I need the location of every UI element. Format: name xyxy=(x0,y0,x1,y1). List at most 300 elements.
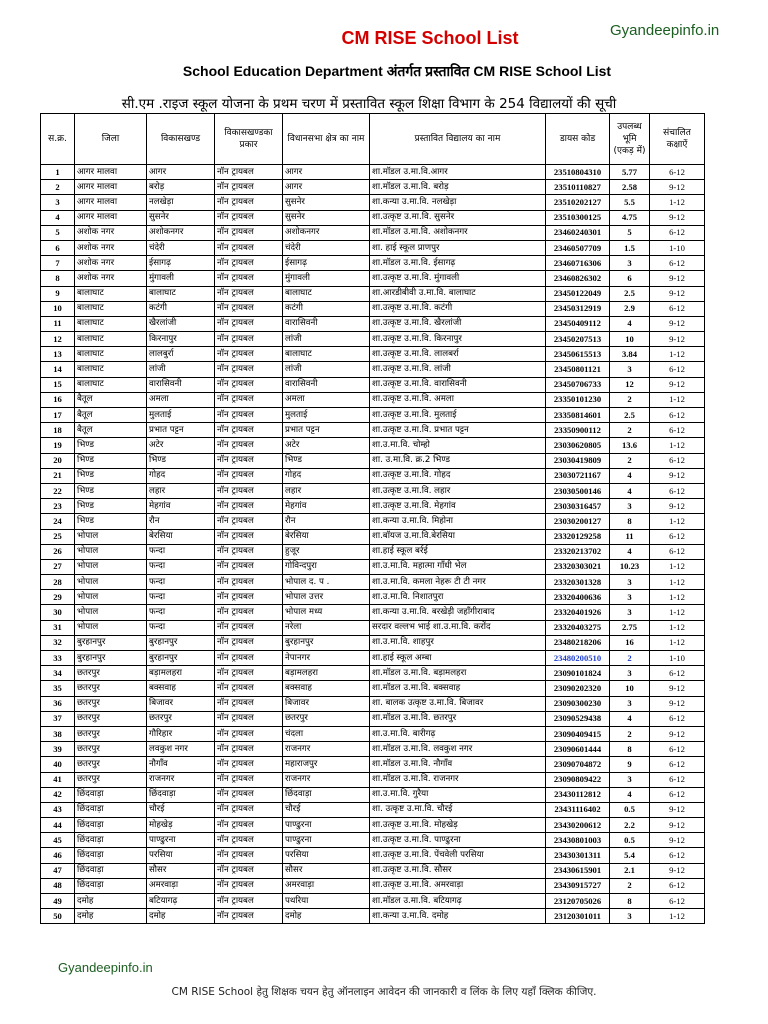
land-area-cell: 2.5 xyxy=(610,408,650,423)
block-type-cell: नॉन ट्रायबल xyxy=(215,818,283,833)
block-type-cell: नॉन ट्रायबल xyxy=(215,316,283,331)
serial-cell: 18 xyxy=(41,423,75,438)
district-cell: छतरपुर xyxy=(75,711,147,726)
school-name-cell: शा.हाई स्कूल अम्बा xyxy=(370,651,546,666)
document-hindi-title: सी.एम .राइज स्कूल योजना के प्रथम चरण में प्रस्तावित स्कूल शिक्षा विभाग के 254 विद्यालयों की सूची xyxy=(121,96,617,112)
block-type-cell: नॉन ट्रायबल xyxy=(215,802,283,817)
district-cell: छतरपुर xyxy=(75,666,147,681)
block-cell: बिजावर xyxy=(147,696,215,711)
district-cell: छिंदवाड़ा xyxy=(75,878,147,893)
serial-cell: 23 xyxy=(41,499,75,514)
school-name-cell: शा.उत्कृष्ट उ.मा.वि. पेंचवेली परसिया xyxy=(370,848,546,863)
land-area-cell: 11 xyxy=(610,529,650,544)
school-name-cell: शा.आरडीबीवी उ.मा.वि. बालाघाट xyxy=(370,286,546,301)
constituency-cell: चौरई xyxy=(283,802,370,817)
block-cell: चंदेरी xyxy=(147,240,215,255)
serial-cell: 32 xyxy=(41,635,75,650)
school-name-cell: शा.उत्कृष्ट उ.मा.वि. किरनापुर xyxy=(370,332,546,347)
constituency-cell: भोपाल उत्तर xyxy=(283,590,370,605)
block-type-cell: नॉन ट्रायबल xyxy=(215,483,283,498)
constituency-cell: पाण्ढुरना xyxy=(283,833,370,848)
district-cell: बैतूल xyxy=(75,423,147,438)
dise-code-cell: 23450615513 xyxy=(546,347,610,362)
district-cell: छिंदवाड़ा xyxy=(75,802,147,817)
block-type-cell: नॉन ट्रायबल xyxy=(215,256,283,271)
table-row xyxy=(41,772,705,787)
district-cell: बुरहानपुर xyxy=(75,651,147,666)
block-cell: फन्दा xyxy=(147,559,215,574)
table-row xyxy=(41,818,705,833)
district-cell: छिंदवाड़ा xyxy=(75,863,147,878)
land-area-cell: 13.6 xyxy=(610,438,650,453)
constituency-cell: मुंगावली xyxy=(283,271,370,286)
serial-cell: 34 xyxy=(41,666,75,681)
land-area-cell: 10.23 xyxy=(610,559,650,574)
school-name-cell: शा.उत्कृष्ट उ.मा.वि. पाण्ढुरना xyxy=(370,833,546,848)
constituency-cell: चंदेरी xyxy=(283,240,370,255)
block-type-cell: नॉन ट्रायबल xyxy=(215,468,283,483)
land-area-cell: 12 xyxy=(610,377,650,392)
school-name-cell: शा.मॉडल उ.मा.वि. बड़ामलहरा xyxy=(370,666,546,681)
district-cell: अशोक नगर xyxy=(75,240,147,255)
table-row xyxy=(41,559,705,574)
district-cell: छतरपुर xyxy=(75,681,147,696)
constituency-cell: अमला xyxy=(283,392,370,407)
table-row xyxy=(41,332,705,347)
dise-code-cell: 23090601444 xyxy=(546,742,610,757)
block-type-cell: नॉन ट्रायबल xyxy=(215,635,283,650)
school-name-cell: सरदार वल्लभ भाई शा.उ.मा.वि. करोंद xyxy=(370,620,546,635)
block-type-cell: नॉन ट्रायबल xyxy=(215,894,283,909)
classes-cell: 9-12 xyxy=(650,271,705,286)
district-cell: भिण्ड xyxy=(75,468,147,483)
dise-code-cell: 23460716306 xyxy=(546,256,610,271)
dise-code-cell: 23030419809 xyxy=(546,453,610,468)
block-cell: फन्दा xyxy=(147,575,215,590)
block-type-cell: नॉन ट्रायबल xyxy=(215,726,283,741)
header-constituency: विधानसभा क्षेत्र का नाम xyxy=(283,114,370,165)
block-type-cell: नॉन ट्रायबल xyxy=(215,225,283,240)
table-row xyxy=(41,408,705,423)
district-cell: बालाघाट xyxy=(75,332,147,347)
classes-cell: 1-12 xyxy=(650,575,705,590)
constituency-cell: चंदला xyxy=(283,726,370,741)
block-type-cell: नॉन ट्रायबल xyxy=(215,575,283,590)
serial-cell: 26 xyxy=(41,544,75,559)
constituency-cell: बालाघाट xyxy=(283,286,370,301)
site-watermark-top[interactable]: Gyandeepinfo.in xyxy=(610,22,720,39)
block-cell: दमोह xyxy=(147,909,215,924)
serial-cell: 17 xyxy=(41,408,75,423)
constituency-cell: वारासिवनी xyxy=(283,316,370,331)
block-cell: भिण्ड xyxy=(147,453,215,468)
constituency-cell: पाण्ढुरना xyxy=(283,818,370,833)
block-type-cell: नॉन ट्रायबल xyxy=(215,620,283,635)
classes-cell: 1-12 xyxy=(650,590,705,605)
classes-cell: 1-10 xyxy=(650,651,705,666)
serial-cell: 33 xyxy=(41,651,75,666)
land-area-cell: 0.5 xyxy=(610,802,650,817)
classes-cell: 9-12 xyxy=(650,316,705,331)
land-area-cell: 3 xyxy=(610,772,650,787)
district-cell: बैतूल xyxy=(75,392,147,407)
school-name-cell: शा.मॉडल उ.मा.वि. बक्सवाह xyxy=(370,681,546,696)
land-area-cell: 2.1 xyxy=(610,863,650,878)
land-area-cell: 3 xyxy=(610,909,650,924)
district-cell: छिंदवाड़ा xyxy=(75,833,147,848)
block-type-cell: नॉन ट्रायबल xyxy=(215,757,283,772)
table-row xyxy=(41,833,705,848)
serial-cell: 45 xyxy=(41,833,75,848)
block-type-cell: नॉन ट्रायबल xyxy=(215,544,283,559)
dise-code-cell: 23090704872 xyxy=(546,757,610,772)
serial-cell: 35 xyxy=(41,681,75,696)
land-area-cell: 4 xyxy=(610,544,650,559)
block-cell: वारासिवनी xyxy=(147,377,215,392)
land-area-cell: 5.77 xyxy=(610,165,650,180)
footer-link-note[interactable]: CM RISE School हेतु शिक्षक चयन हेतु ऑनलाइन आवेदन की जानकारी व लिंक के लिए यहाँ क्लिक कीजिए. xyxy=(171,986,597,998)
land-area-cell: 3 xyxy=(610,362,650,377)
table-row xyxy=(41,666,705,681)
school-name-cell: शा.उत्कृष्ट उ.मा.वि. मेहगांव xyxy=(370,499,546,514)
block-cell: सुसनेर xyxy=(147,210,215,225)
table-row xyxy=(41,392,705,407)
constituency-cell: पथरिया xyxy=(283,894,370,909)
constituency-cell: परसिया xyxy=(283,848,370,863)
school-name-cell: शा.कन्या उ.मा.वि. मिहोना xyxy=(370,514,546,529)
serial-cell: 42 xyxy=(41,787,75,802)
classes-cell: 9-12 xyxy=(650,726,705,741)
block-type-cell: नॉन ट्रायबल xyxy=(215,180,283,195)
classes-cell: 6-12 xyxy=(650,666,705,681)
serial-cell: 14 xyxy=(41,362,75,377)
serial-cell: 44 xyxy=(41,818,75,833)
table-row xyxy=(41,438,705,453)
classes-cell: 9-12 xyxy=(650,802,705,817)
block-cell: फन्दा xyxy=(147,590,215,605)
block-cell: मेहगांव xyxy=(147,499,215,514)
block-cell: अमला xyxy=(147,392,215,407)
classes-cell: 1-12 xyxy=(650,909,705,924)
district-cell: बालाघाट xyxy=(75,362,147,377)
dise-code-cell: 23430301311 xyxy=(546,848,610,863)
classes-cell: 6-12 xyxy=(650,256,705,271)
block-type-cell: नॉन ट्रायबल xyxy=(215,559,283,574)
table-row xyxy=(41,165,705,180)
table-row xyxy=(41,210,705,225)
table-row xyxy=(41,377,705,392)
block-cell: पाण्ढुरना xyxy=(147,833,215,848)
land-area-cell: 3 xyxy=(610,590,650,605)
classes-cell: 1-12 xyxy=(650,605,705,620)
dise-code-cell: 23030200127 xyxy=(546,514,610,529)
district-cell: आगर मालवा xyxy=(75,165,147,180)
land-area-cell: 5 xyxy=(610,225,650,240)
classes-cell: 1-12 xyxy=(650,438,705,453)
classes-cell: 6-12 xyxy=(650,453,705,468)
district-cell: आगर मालवा xyxy=(75,195,147,210)
land-area-cell: 8 xyxy=(610,742,650,757)
serial-cell: 25 xyxy=(41,529,75,544)
district-cell: छतरपुर xyxy=(75,726,147,741)
classes-cell: 6-12 xyxy=(650,848,705,863)
block-type-cell: नॉन ट्रायबल xyxy=(215,666,283,681)
district-cell: भिण्ड xyxy=(75,483,147,498)
school-name-cell: शा.मॉडल उ.मा.वि. ईसागढ़ xyxy=(370,256,546,271)
table-row xyxy=(41,468,705,483)
classes-cell: 9-12 xyxy=(650,681,705,696)
table-row xyxy=(41,195,705,210)
dise-code-cell: 23090809422 xyxy=(546,772,610,787)
block-type-cell: नॉन ट्रायबल xyxy=(215,742,283,757)
classes-cell: 6-12 xyxy=(650,362,705,377)
block-cell: राजनगर xyxy=(147,772,215,787)
block-type-cell: नॉन ट्रायबल xyxy=(215,165,283,180)
block-type-cell: नॉन ट्रायबल xyxy=(215,408,283,423)
classes-cell: 6-12 xyxy=(650,301,705,316)
serial-cell: 36 xyxy=(41,696,75,711)
serial-cell: 41 xyxy=(41,772,75,787)
table-row xyxy=(41,863,705,878)
table-row xyxy=(41,742,705,757)
block-cell: परसिया xyxy=(147,848,215,863)
school-list-table xyxy=(40,113,705,924)
dise-code-cell: 23030316457 xyxy=(546,499,610,514)
district-cell: बालाघाट xyxy=(75,301,147,316)
block-cell: अमरवाड़ा xyxy=(147,878,215,893)
constituency-cell: लहार xyxy=(283,483,370,498)
block-cell: गोहद xyxy=(147,468,215,483)
land-area-cell: 2 xyxy=(610,423,650,438)
classes-cell: 1-10 xyxy=(650,240,705,255)
table-row xyxy=(41,575,705,590)
block-cell: मुलताई xyxy=(147,408,215,423)
table-row xyxy=(41,651,705,666)
school-name-cell: शा.उत्कृष्ट उ.मा.वि. मुंगावली xyxy=(370,271,546,286)
block-type-cell: नॉन ट्रायबल xyxy=(215,787,283,802)
district-cell: भोपाल xyxy=(75,605,147,620)
constituency-cell: भोपाल द. प . xyxy=(283,575,370,590)
school-name-cell: शा.उत्कृष्ट उ.मा.वि. सुसनेर xyxy=(370,210,546,225)
land-area-cell: 4 xyxy=(610,787,650,802)
dise-code-cell: 23450122049 xyxy=(546,286,610,301)
dise-code-cell: 23320403275 xyxy=(546,620,610,635)
header-classes: संचालित कक्षाऐं xyxy=(650,114,705,165)
constituency-cell: आगर xyxy=(283,165,370,180)
dise-code-cell: 23510804310 xyxy=(546,165,610,180)
constituency-cell: लांजी xyxy=(283,362,370,377)
serial-cell: 40 xyxy=(41,757,75,772)
block-cell: लवकुश नगर xyxy=(147,742,215,757)
constituency-cell: छतरपुर xyxy=(283,711,370,726)
block-type-cell: नॉन ट्रायबल xyxy=(215,605,283,620)
district-cell: छतरपुर xyxy=(75,742,147,757)
block-cell: मोहखेड़ xyxy=(147,818,215,833)
district-cell: छिंदवाड़ा xyxy=(75,818,147,833)
land-area-cell: 3 xyxy=(610,605,650,620)
district-cell: भिण्ड xyxy=(75,453,147,468)
constituency-cell: बक्सवाह xyxy=(283,681,370,696)
dise-code-cell: 23350900112 xyxy=(546,423,610,438)
constituency-cell: भोपाल मध्य xyxy=(283,605,370,620)
school-name-cell: शा.मॉडल उ.मा.वि. लवकुश नगर xyxy=(370,742,546,757)
land-area-cell: 2.5 xyxy=(610,286,650,301)
constituency-cell: नरेला xyxy=(283,620,370,635)
school-name-cell: शा.मॉडल उ.मा.वि. बरोड़ xyxy=(370,180,546,195)
classes-cell: 9-12 xyxy=(650,696,705,711)
table-row xyxy=(41,696,705,711)
block-cell: गौरिहार xyxy=(147,726,215,741)
block-cell: लालबुर्रा xyxy=(147,347,215,362)
constituency-cell: गोविन्दपुरा xyxy=(283,559,370,574)
block-cell: बुरहानपुर xyxy=(147,635,215,650)
dise-code-cell: 23510300125 xyxy=(546,210,610,225)
land-area-cell: 5.5 xyxy=(610,195,650,210)
serial-cell: 8 xyxy=(41,271,75,286)
dise-code-cell: 23480218206 xyxy=(546,635,610,650)
constituency-cell: अटेर xyxy=(283,438,370,453)
classes-cell: 9-12 xyxy=(650,863,705,878)
serial-cell: 16 xyxy=(41,392,75,407)
school-name-cell: शा.उ.मा.वि. महात्मा गाँधी भेल xyxy=(370,559,546,574)
school-name-cell: शा.कन्या उ.मा.वि. दमोह xyxy=(370,909,546,924)
constituency-cell: बेरसिया xyxy=(283,529,370,544)
dise-code-cell: 23320303021 xyxy=(546,559,610,574)
district-cell: भिण्ड xyxy=(75,438,147,453)
district-cell: छिंदवाड़ा xyxy=(75,787,147,802)
classes-cell: 9-12 xyxy=(650,468,705,483)
district-cell: बालाघाट xyxy=(75,316,147,331)
classes-cell: 1-12 xyxy=(650,620,705,635)
school-name-cell: शा.उत्कृष्ट उ.मा.वि. वारासिवनी xyxy=(370,377,546,392)
district-cell: अशोक नगर xyxy=(75,225,147,240)
table-row xyxy=(41,225,705,240)
block-cell: रौन xyxy=(147,514,215,529)
classes-cell: 9-12 xyxy=(650,833,705,848)
dise-code-cell: 23030620805 xyxy=(546,438,610,453)
table-row xyxy=(41,848,705,863)
block-type-cell: नॉन ट्रायबल xyxy=(215,362,283,377)
table-row xyxy=(41,802,705,817)
constituency-cell: हुजूर xyxy=(283,544,370,559)
constituency-cell: छिंदवाड़ा xyxy=(283,787,370,802)
classes-cell: 9-12 xyxy=(650,332,705,347)
serial-cell: 9 xyxy=(41,286,75,301)
school-name-cell: शा.उत्कृष्ट उ.मा.वि. लालबर्रा xyxy=(370,347,546,362)
constituency-cell: राजनगर xyxy=(283,742,370,757)
block-cell: लांजी xyxy=(147,362,215,377)
district-cell: छतरपुर xyxy=(75,772,147,787)
table-row xyxy=(41,271,705,286)
dise-code-cell: 23430615901 xyxy=(546,863,610,878)
block-type-cell: नॉन ट्रायबल xyxy=(215,210,283,225)
serial-cell: 3 xyxy=(41,195,75,210)
constituency-cell: अमरवाड़ा xyxy=(283,878,370,893)
land-area-cell: 9 xyxy=(610,757,650,772)
constituency-cell: सुसनेर xyxy=(283,195,370,210)
classes-cell: 6-12 xyxy=(650,711,705,726)
constituency-cell: अशोकनगर xyxy=(283,225,370,240)
site-watermark-bottom[interactable]: Gyandeepinfo.in xyxy=(58,960,153,975)
block-cell: छिंदवाड़ा xyxy=(147,787,215,802)
table-row xyxy=(41,757,705,772)
school-name-cell: शा.उ.मा.वि. बारीगढ़ xyxy=(370,726,546,741)
classes-cell: 1-12 xyxy=(650,347,705,362)
district-cell: आगर मालवा xyxy=(75,180,147,195)
district-cell: भिण्ड xyxy=(75,514,147,529)
land-area-cell: 8 xyxy=(610,894,650,909)
block-type-cell: नॉन ट्रायबल xyxy=(215,833,283,848)
header-serial: स.क्र. xyxy=(41,114,75,165)
land-area-cell: 3 xyxy=(610,666,650,681)
block-cell: आगर xyxy=(147,165,215,180)
table-row xyxy=(41,180,705,195)
classes-cell: 6-12 xyxy=(650,894,705,909)
block-cell: बुरहानपुर xyxy=(147,651,215,666)
table-row xyxy=(41,711,705,726)
serial-cell: 4 xyxy=(41,210,75,225)
dise-code-cell: 23090202320 xyxy=(546,681,610,696)
block-type-cell: नॉन ट्रायबल xyxy=(215,392,283,407)
serial-cell: 46 xyxy=(41,848,75,863)
table-row xyxy=(41,301,705,316)
serial-cell: 1 xyxy=(41,165,75,180)
dise-code-cell: 23120705026 xyxy=(546,894,610,909)
dise-code-cell: 23320301328 xyxy=(546,575,610,590)
school-name-cell: शा.उत्कृष्ट उ.मा.वि. अमरवाड़ा xyxy=(370,878,546,893)
table-row xyxy=(41,483,705,498)
dise-code-cell: 23320401926 xyxy=(546,605,610,620)
land-area-cell: 3 xyxy=(610,575,650,590)
block-cell: बक्सवाह xyxy=(147,681,215,696)
block-type-cell: नॉन ट्रायबल xyxy=(215,195,283,210)
serial-cell: 49 xyxy=(41,894,75,909)
table-row xyxy=(41,787,705,802)
serial-cell: 24 xyxy=(41,514,75,529)
district-cell: भोपाल xyxy=(75,544,147,559)
classes-cell: 6-12 xyxy=(650,742,705,757)
block-cell: चौरई xyxy=(147,802,215,817)
school-name-cell: शा.मॉडल उ.मा.वि. बटियागढ़ xyxy=(370,894,546,909)
dise-code-cell: 23510110827 xyxy=(546,180,610,195)
block-type-cell: नॉन ट्रायबल xyxy=(215,438,283,453)
dise-code-cell: 23090101824 xyxy=(546,666,610,681)
constituency-cell: दमोह xyxy=(283,909,370,924)
block-cell: बेरसिया xyxy=(147,529,215,544)
school-name-cell: शा.मॉडल उ.मा.वि. अशोकनगर xyxy=(370,225,546,240)
land-area-cell: 10 xyxy=(610,681,650,696)
constituency-cell: कटंगी xyxy=(283,301,370,316)
table-row xyxy=(41,681,705,696)
block-type-cell: नॉन ट्रायबल xyxy=(215,453,283,468)
table-row xyxy=(41,256,705,271)
constituency-cell: बिजावर xyxy=(283,696,370,711)
classes-cell: 6-12 xyxy=(650,544,705,559)
school-name-cell: शा.बॉयज उ.मा.वि.बेरसिया xyxy=(370,529,546,544)
classes-cell: 6-12 xyxy=(650,772,705,787)
serial-cell: 13 xyxy=(41,347,75,362)
serial-cell: 19 xyxy=(41,438,75,453)
dise-code-cell: 23350101230 xyxy=(546,392,610,407)
table-row xyxy=(41,620,705,635)
school-name-cell: शा.उ.मा.वि. निशातपुरा xyxy=(370,590,546,605)
district-cell: दमोह xyxy=(75,894,147,909)
dise-code-cell: 23320400636 xyxy=(546,590,610,605)
block-cell: प्रभात पट्टन xyxy=(147,423,215,438)
table-row xyxy=(41,347,705,362)
land-area-cell: 2 xyxy=(610,878,650,893)
school-name-cell: शा.हाई स्कूल बर्रई xyxy=(370,544,546,559)
